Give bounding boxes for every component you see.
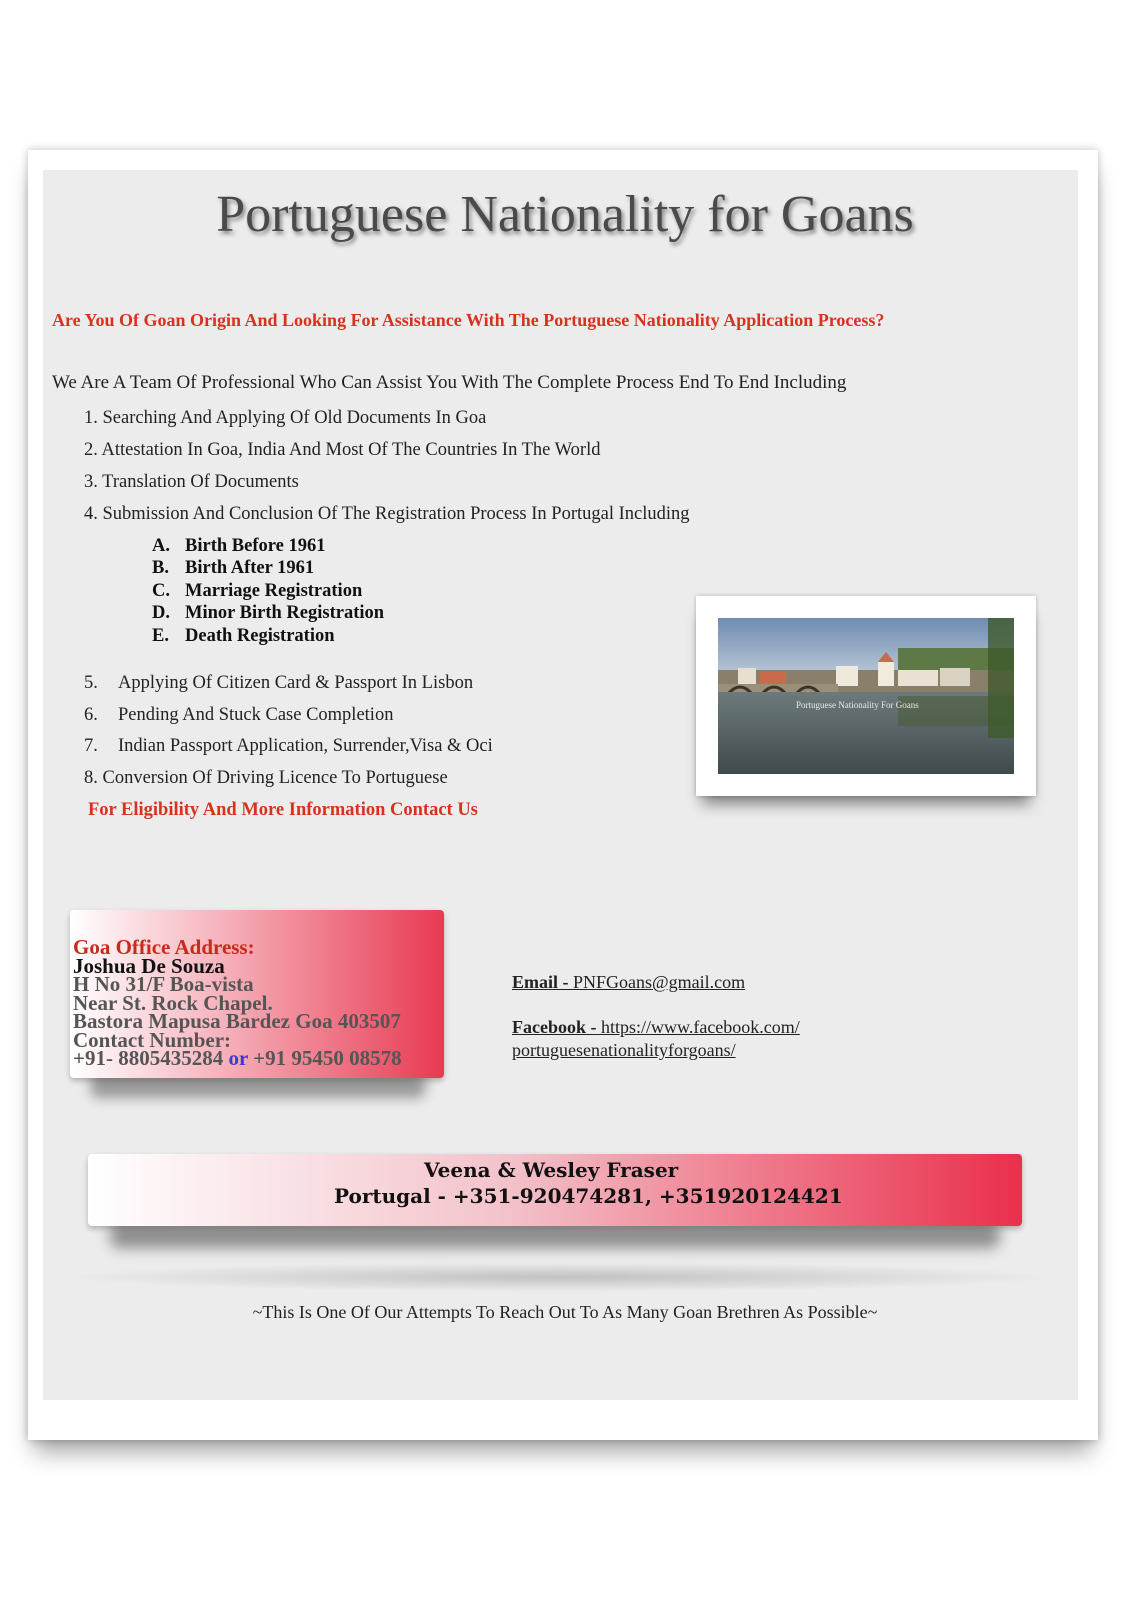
portugal-contact-phones: Portugal - +351-920474281, +351920124421	[334, 1184, 843, 1208]
service-text: Indian Passport Application, Surrender,Visa & Oci	[118, 736, 493, 756]
registration-letter: B.	[152, 558, 169, 578]
service-text: Conversion Of Driving Licence To Portuguese	[97, 768, 448, 788]
river-town-photo	[718, 618, 1014, 774]
registration-text: Minor Birth Registration	[185, 603, 385, 623]
registration-letter: D.	[152, 603, 170, 623]
office-phone-1: +91- 8805435284	[73, 1046, 224, 1070]
office-phone-2: +91 95450 08578	[253, 1046, 402, 1070]
footer-shade	[60, 1262, 1060, 1292]
registration-type-item	[152, 536, 325, 557]
service-item	[84, 673, 473, 694]
service-text: Translation Of Documents	[97, 472, 299, 492]
service-text: Pending And Stuck Case Completion	[118, 705, 394, 725]
office-phone-or: or	[228, 1046, 248, 1070]
service-number: 7.	[84, 736, 98, 756]
registration-letter: E.	[152, 626, 169, 646]
office-address-line: Bastora Mapusa Bardez Goa 403507	[73, 1009, 401, 1033]
email-label: Email -	[512, 972, 573, 992]
photo-watermark-text: Portuguese Nationality For Goans	[796, 700, 919, 710]
service-text: Searching And Applying Of Old Documents In Goa	[97, 408, 487, 428]
email-address-link[interactable]: PNFGoans@gmail.com	[573, 972, 746, 992]
service-number: 5.	[84, 673, 98, 693]
registration-text: Birth Before 1961	[185, 536, 326, 556]
registration-letter: A.	[152, 536, 170, 556]
service-number: 1.	[84, 408, 98, 428]
contact-call-to-action: For Eligibility And More Information Contact Us	[88, 800, 478, 820]
intro-text: We Are A Team Of Professional Who Can Assist You With The Complete Process End To End Including	[52, 372, 847, 393]
registration-type-item	[152, 558, 314, 579]
service-text: Applying Of Citizen Card & Passport In Lisbon	[118, 673, 474, 693]
service-item	[84, 705, 393, 726]
portugal-contact-names: Veena & Wesley Fraser	[424, 1158, 679, 1182]
service-number: 4.	[84, 504, 98, 524]
service-item	[84, 408, 486, 429]
service-item	[84, 504, 690, 525]
facebook-url-link-cont[interactable]: portuguesenationalityforgoans/	[512, 1040, 736, 1060]
office-phone-line	[73, 1046, 473, 1070]
facebook-label: Facebook -	[512, 1017, 601, 1037]
email-contact[interactable]	[512, 972, 745, 993]
service-number: 6.	[84, 705, 98, 725]
registration-type-item	[152, 581, 362, 602]
registration-type-item	[152, 626, 335, 647]
service-text: Attestation In Goa, India And Most Of The Countries In The World	[97, 440, 601, 460]
service-number: 3.	[84, 472, 98, 492]
service-number: 8.	[84, 768, 98, 788]
facebook-url-link[interactable]: https://www.facebook.com/	[601, 1017, 800, 1037]
office-address-line: Near St. Rock Chapel.	[73, 990, 273, 1015]
office-address-text	[73, 935, 473, 1070]
service-item	[84, 736, 493, 757]
flyer-title: Portuguese Nationality for Goans	[216, 186, 914, 243]
headline-question: Are You Of Goan Origin And Looking For Assistance With The Portuguese Nationality Application Process?	[52, 310, 885, 330]
registration-text: Death Registration	[185, 626, 335, 646]
river-town-illustration	[718, 618, 1014, 774]
office-address-line: H No 31/F Boa-vista	[73, 972, 254, 996]
service-item	[84, 472, 299, 493]
registration-letter: C.	[152, 581, 170, 601]
facebook-contact[interactable]	[512, 1016, 800, 1062]
registration-text: Marriage Registration	[185, 581, 363, 601]
registration-text: Birth After 1961	[185, 558, 315, 578]
photo-card	[696, 596, 1036, 796]
office-heading: Goa Office Address:	[73, 935, 255, 959]
service-item	[84, 768, 448, 789]
service-item	[84, 440, 600, 461]
office-contact-name: Joshua De Souza	[73, 953, 225, 978]
service-number: 2.	[84, 440, 98, 460]
footer-tagline: ~This Is One Of Our Attempts To Reach Out To As Many Goan Brethren As Possible~	[252, 1302, 878, 1322]
registration-type-item	[152, 603, 384, 624]
office-contact-label: Contact Number:	[73, 1027, 232, 1052]
service-text: Submission And Conclusion Of The Registration Process In Portugal Including	[97, 504, 690, 524]
